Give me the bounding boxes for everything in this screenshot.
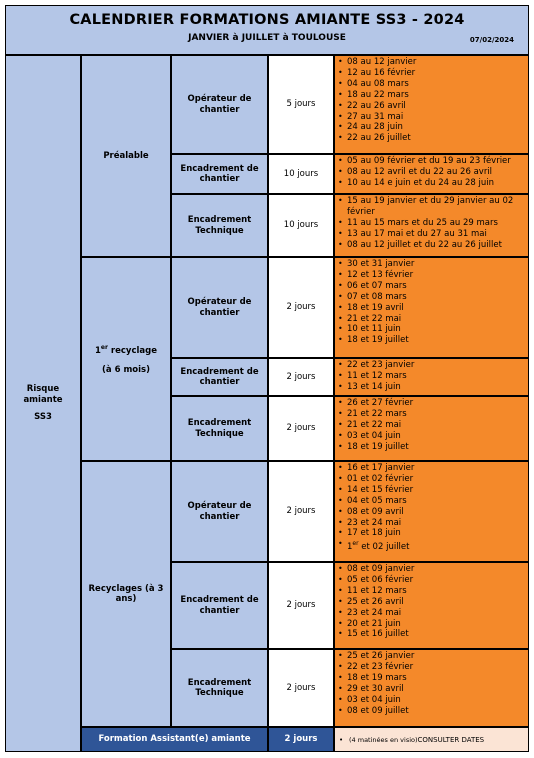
date-item: • 13 au 17 mai et du 27 au 31 mai [347, 229, 526, 240]
group-prealable: Préalable [81, 55, 171, 257]
date-item: • 08 et 09 juillet [347, 706, 526, 717]
group-recyclage-1: 1er recyclage (à 6 mois) [81, 257, 171, 461]
dates-list [335, 155, 528, 189]
date-item: • 27 au 31 mai [347, 112, 526, 123]
date-item: • 21 et 22 mars [347, 409, 526, 420]
date-item: • 23 et 24 mai [347, 518, 526, 529]
date-item: • 26 et 27 février [347, 398, 526, 409]
dates-cell [334, 194, 529, 257]
date-item: • 08 au 12 avril et du 22 au 26 avril [347, 167, 526, 178]
date-item: • 10 au 14 e juin et du 24 au 28 juin [347, 178, 526, 189]
date-item: • 21 et 22 mai [347, 420, 526, 431]
footer-note-main: CONSULTER DATES [417, 735, 485, 744]
duration-cell: 2 jours [268, 396, 334, 461]
dates-list [335, 563, 528, 640]
date-item: • 30 et 31 janvier [347, 259, 526, 270]
date-item: • 04 au 08 mars [347, 79, 526, 90]
dates-list [335, 258, 528, 346]
date-item: • 11 et 12 mars [347, 371, 526, 382]
dates-cell [334, 461, 529, 562]
date-item: • 06 et 07 mars [347, 281, 526, 292]
date-item: • 18 et 19 juillet [347, 442, 526, 453]
date-item: • 15 au 19 janvier et du 29 janvier au 02 février [347, 196, 526, 218]
date-item: • 22 et 23 février [347, 662, 526, 673]
date-item: • 17 et 18 juin [347, 528, 526, 539]
date-item: • 22 et 23 janvier [347, 360, 526, 371]
date-item: • 03 et 04 juin [347, 431, 526, 442]
date-item: • 25 et 26 avril [347, 597, 526, 608]
date-item: • 20 et 21 juin [347, 619, 526, 630]
dates-cell [334, 154, 529, 194]
duration-cell: 2 jours [268, 649, 334, 727]
date-item: • 22 au 26 juillet [347, 133, 526, 144]
date-item: • 18 et 19 mars [347, 673, 526, 684]
date-item: • 01 et 02 février [347, 474, 526, 485]
footer-duration: 2 jours [268, 727, 334, 752]
date-item: • 25 et 26 janvier [347, 651, 526, 662]
date-item: • 07 et 08 mars [347, 292, 526, 303]
date-item: • 22 au 26 avril [347, 101, 526, 112]
date-item: • 04 et 05 mars [347, 496, 526, 507]
date-item: • 08 et 09 janvier [347, 564, 526, 575]
dates-cell [334, 649, 529, 727]
date-item: • 23 et 24 mai [347, 608, 526, 619]
duration-cell: 2 jours [268, 358, 334, 396]
duration-cell: 10 jours [268, 154, 334, 194]
date-item: • 1er et 02 juillet [347, 539, 526, 553]
role-cell: Opérateur de chantier [171, 461, 268, 562]
date-item: • 03 et 04 juin [347, 695, 526, 706]
role-cell: Encadrement de chantier [171, 562, 268, 649]
role-cell: Encadrement de chantier [171, 154, 268, 194]
date-item: • 14 et 15 février [347, 485, 526, 496]
dates-cell [334, 562, 529, 649]
role-cell: Opérateur de chantier [171, 257, 268, 358]
footer-note [334, 727, 529, 752]
dates-cell [334, 396, 529, 461]
date-item: • 08 au 12 juillet et du 22 au 26 juillet [347, 240, 526, 251]
category-line1: Risque [26, 384, 60, 395]
duration-cell: 2 jours [268, 461, 334, 562]
date-item: • 11 au 15 mars et du 25 au 29 mars [347, 218, 526, 229]
group-recyclages: Recyclages (à 3 ans) [81, 461, 171, 727]
dates-cell [334, 358, 529, 396]
duration-cell: 10 jours [268, 194, 334, 257]
role-cell: Opérateur de chantier [171, 55, 268, 154]
date-item: • 05 au 09 février et du 19 au 23 février [347, 156, 526, 167]
footer-note-small: • (4 matinées en visio) [349, 735, 418, 744]
date-item: • 10 et 11 juin [347, 324, 526, 335]
dates-list [335, 650, 528, 716]
date-item: • 08 et 09 avril [347, 507, 526, 518]
document-title: CALENDRIER FORMATIONS AMIANTE SS3 - 2024 [69, 12, 465, 28]
role-cell: Encadrement de chantier [171, 358, 268, 396]
date-item: • 11 et 12 mars [347, 586, 526, 597]
dates-cell [334, 257, 529, 358]
date-item: • 24 au 28 juin [347, 122, 526, 133]
dates-cell [334, 55, 529, 154]
date-item: • 18 et 19 avril [347, 303, 526, 314]
category-line2: amiante [23, 394, 63, 405]
date-item: • 18 au 22 mars [347, 90, 526, 101]
date-item: • 08 au 12 janvier [347, 57, 526, 68]
date-item: • 12 au 16 février [347, 68, 526, 79]
date-item: • 13 et 14 juin [347, 382, 526, 393]
date-item: • 18 et 19 juillet [347, 335, 526, 346]
role-cell: Encadrement Technique [171, 194, 268, 257]
duration-cell: 5 jours [268, 55, 334, 154]
dates-list [335, 56, 528, 144]
date-item: • 29 et 30 avril [347, 684, 526, 695]
role-cell: Encadrement Technique [171, 649, 268, 727]
document-subtitle: JANVIER à JUILLET à TOULOUSE [188, 33, 346, 43]
date-item: • 12 et 13 février [347, 270, 526, 281]
footer-label: Formation Assistant(e) amiante [81, 727, 268, 752]
date-item: • 16 et 17 janvier [347, 463, 526, 474]
dates-list [335, 195, 528, 251]
document-date: 07/02/2024 [469, 36, 514, 44]
date-item: • 21 et 22 mai [347, 314, 526, 325]
dates-list [335, 462, 528, 553]
duration-cell: 2 jours [268, 562, 334, 649]
date-item: • 05 et 06 février [347, 575, 526, 586]
date-item: • 15 et 16 juillet [347, 629, 526, 640]
role-cell: Encadrement Technique [171, 396, 268, 461]
dates-list [335, 397, 528, 453]
category-cell [5, 55, 81, 752]
dates-list [335, 359, 528, 393]
duration-cell: 2 jours [268, 257, 334, 358]
category-line3: SS3 [34, 412, 52, 423]
